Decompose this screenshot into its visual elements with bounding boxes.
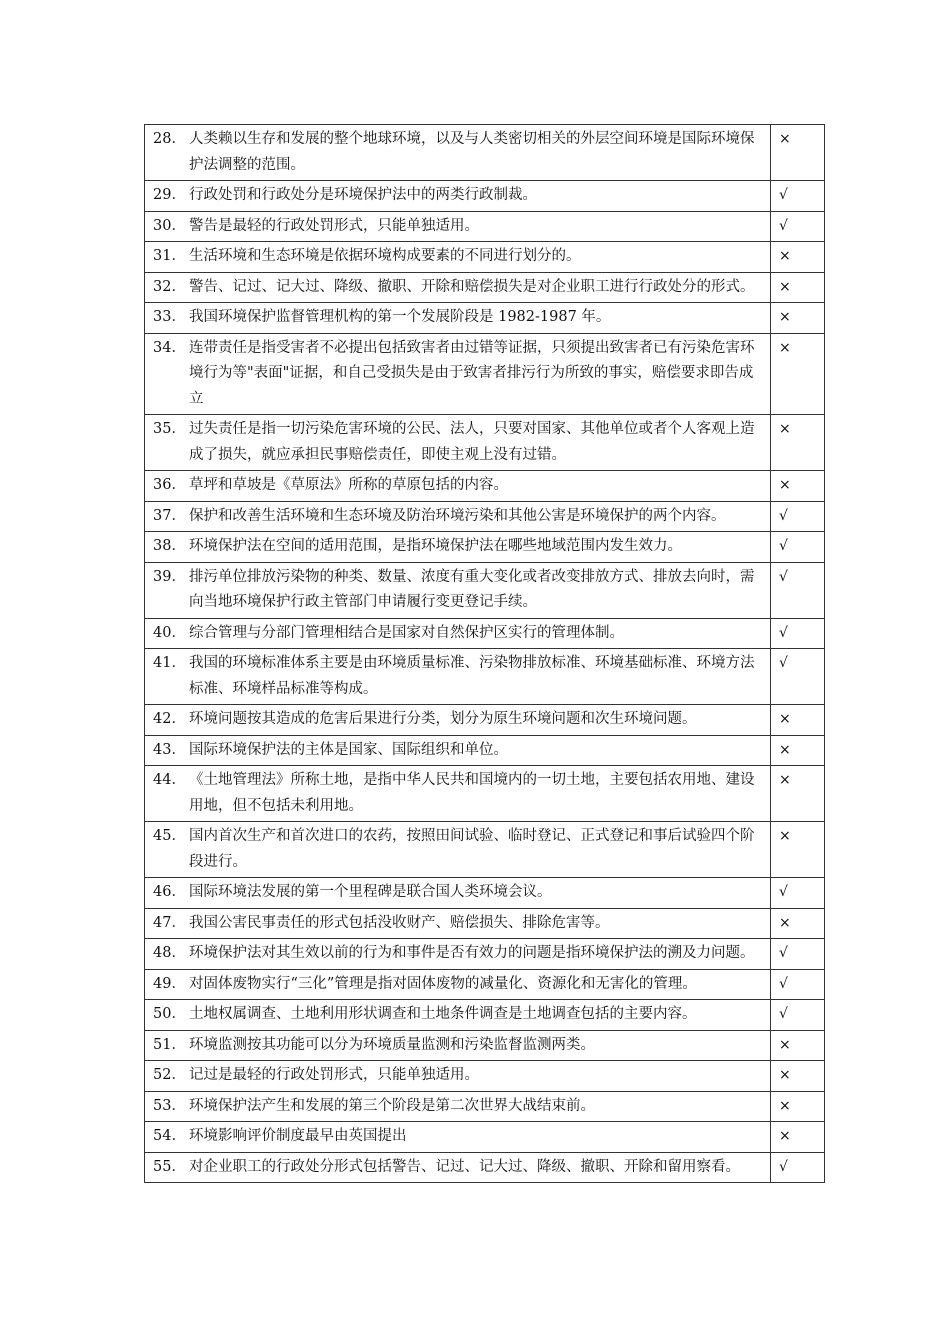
- question-number: 47．: [153, 914, 186, 931]
- answer-mark: ×: [771, 1030, 825, 1061]
- table-row: [145, 618, 825, 649]
- question-cell: [145, 969, 771, 1000]
- question-wrap: [153, 244, 762, 270]
- answer-mark: √: [771, 649, 825, 705]
- question-number: 37．: [153, 507, 186, 524]
- question-text: 保护和改善生活环境和生态环境及防治环境污染和其他公害是环境保护的两个内容。: [189, 507, 726, 524]
- table-row: [145, 1122, 825, 1153]
- question-number: 40．: [153, 624, 186, 641]
- question-cell: [145, 532, 771, 563]
- question-number: 44．: [153, 772, 186, 788]
- question-wrap: [153, 336, 762, 413]
- answer-mark: √: [771, 211, 825, 242]
- question-cell: [145, 1091, 771, 1122]
- question-text: 国际环境法发展的第一个里程碑是联合国人类环境会议。: [189, 884, 552, 900]
- answer-mark: ×: [771, 1122, 825, 1153]
- table-row: [145, 878, 825, 909]
- question-number: 28．: [153, 131, 186, 147]
- table-row: [145, 272, 825, 303]
- table-row: [145, 415, 825, 471]
- answer-mark: ×: [771, 766, 825, 822]
- question-cell: [145, 649, 771, 705]
- question-number: 30．: [153, 217, 186, 234]
- question-number: 32．: [153, 278, 186, 295]
- question-wrap: [153, 1124, 762, 1150]
- table-row: [145, 766, 825, 822]
- question-cell: [145, 1000, 771, 1031]
- question-text: 环境影响评价制度最早由英国提出: [189, 1128, 407, 1144]
- question-text: 对企业职工的行政处分形式包括警告、记过、记大过、降级、撤职、开除和留用察看。: [189, 1158, 740, 1175]
- question-number: 50．: [153, 1006, 186, 1022]
- table-row: [145, 822, 825, 878]
- answer-mark: ×: [771, 735, 825, 766]
- question-text: 国际环境保护法的主体是国家、国际组织和单位。: [189, 741, 508, 758]
- question-number: 51．: [153, 1036, 186, 1053]
- question-number: 39．: [153, 568, 186, 585]
- question-number: 36．: [153, 477, 186, 493]
- question-number: 43．: [153, 741, 186, 758]
- question-number: 55．: [153, 1158, 186, 1175]
- question-cell: [145, 501, 771, 532]
- answer-mark: ×: [771, 1091, 825, 1122]
- table-row: [145, 303, 825, 334]
- question-wrap: [153, 183, 762, 209]
- answer-mark: √: [771, 618, 825, 649]
- question-wrap: [153, 972, 762, 998]
- table-row: [145, 471, 825, 502]
- question-cell: [145, 878, 771, 909]
- table-row: [145, 125, 825, 181]
- question-text: 我国环境保护监督管理机构的第一个发展阶段是 1982-1987 年。: [189, 309, 611, 325]
- answer-mark: √: [771, 878, 825, 909]
- question-text: 国内首次生产和首次进口的农药，按照田间试验、临时登记、正式登记和事后试验四个阶段进行。: [189, 828, 755, 870]
- question-text: 人类赖以生存和发展的整个地球环境，以及与人类密切相关的外层空间环境是国际环境保护法调整的范围。: [189, 131, 755, 173]
- answer-mark: ×: [771, 303, 825, 334]
- question-wrap: [153, 738, 762, 764]
- answer-mark: ×: [771, 415, 825, 471]
- question-text: 环境保护法对其生效以前的行为和事件是否有效力的问题是指环境保护法的溯及力问题。: [189, 945, 755, 961]
- question-cell: [145, 822, 771, 878]
- table-row: [145, 649, 825, 705]
- question-text: 土地权属调查、土地利用形状调查和土地条件调查是土地调查包括的主要内容。: [189, 1006, 697, 1022]
- answer-mark: √: [771, 532, 825, 563]
- question-text: 草坪和草坡是《草原法》所称的草原包括的内容。: [189, 477, 508, 493]
- question-wrap: [153, 768, 762, 819]
- answer-mark: √: [771, 1152, 825, 1183]
- answer-mark: ×: [771, 471, 825, 502]
- question-cell: [145, 471, 771, 502]
- question-cell: [145, 125, 771, 181]
- question-cell: [145, 735, 771, 766]
- question-text: 警告、记过、记大过、降级、撤职、开除和赔偿损失是对企业职工进行行政处分的形式。: [189, 278, 755, 295]
- answer-mark: ×: [771, 908, 825, 939]
- table-row: [145, 1061, 825, 1092]
- question-cell: [145, 181, 771, 212]
- question-cell: [145, 766, 771, 822]
- answer-mark: ×: [771, 125, 825, 181]
- question-text: 综合管理与分部门管理相结合是国家对自然保护区实行的管理体制。: [189, 624, 624, 641]
- question-text: 环境监测按其功能可以分为环境质量监测和污染监督监测两类。: [189, 1036, 595, 1053]
- question-wrap: [153, 707, 762, 733]
- question-wrap: [153, 651, 762, 702]
- question-text: 环境保护法在空间的适用范围，是指环境保护法在哪些地域范围内发生效力。: [189, 538, 682, 554]
- question-cell: [145, 1152, 771, 1183]
- question-wrap: [153, 473, 762, 499]
- answer-mark: ×: [771, 333, 825, 415]
- table-row: [145, 211, 825, 242]
- question-number: 35．: [153, 421, 186, 437]
- table-row: [145, 1000, 825, 1031]
- question-cell: [145, 1030, 771, 1061]
- question-text: 过失责任是指一切污染危害环境的公民、法人，只要对国家、其他单位或者个人客观上造成了损失，就应承担民事赔偿责任，即使主观上没有过错。: [189, 421, 755, 463]
- question-number: 33．: [153, 309, 186, 325]
- table-row: [145, 969, 825, 1000]
- table-row: [145, 181, 825, 212]
- question-cell: [145, 705, 771, 736]
- answer-mark: √: [771, 969, 825, 1000]
- table-row: [145, 242, 825, 273]
- question-wrap: [153, 534, 762, 560]
- question-wrap: [153, 1094, 762, 1120]
- question-number: 49．: [153, 975, 186, 992]
- table-row: [145, 1091, 825, 1122]
- question-cell: [145, 1122, 771, 1153]
- table-row: [145, 501, 825, 532]
- question-text: 警告是最轻的行政处罚形式，只能单独适用。: [189, 217, 479, 234]
- question-number: 53．: [153, 1097, 186, 1114]
- question-wrap: [153, 1063, 762, 1089]
- question-wrap: [153, 941, 762, 967]
- question-number: 34．: [153, 339, 186, 356]
- question-cell: [145, 242, 771, 273]
- question-text: 对固体废物实行“三化”管理是指对固体废物的减量化、资源化和无害化的管理。: [189, 975, 697, 992]
- question-text: 生活环境和生态环境是依据环境构成要素的不同进行划分的。: [189, 248, 581, 264]
- question-wrap: [153, 880, 762, 906]
- question-number: 52．: [153, 1067, 186, 1083]
- question-cell: [145, 908, 771, 939]
- question-cell: [145, 303, 771, 334]
- question-wrap: [153, 127, 762, 178]
- question-wrap: [153, 417, 762, 468]
- question-wrap: [153, 1033, 762, 1059]
- question-number: 38．: [153, 538, 186, 554]
- question-cell: [145, 333, 771, 415]
- table-row: [145, 1030, 825, 1061]
- question-text: 环境问题按其造成的危害后果进行分类，划分为原生环境问题和次生环境问题。: [189, 711, 697, 727]
- answer-mark: ×: [771, 242, 825, 273]
- table-row: [145, 1152, 825, 1183]
- question-number: 54．: [153, 1128, 186, 1144]
- question-text: 行政处罚和行政处分是环境保护法中的两类行政制裁。: [189, 187, 537, 203]
- table-row: [145, 705, 825, 736]
- question-text: 记过是最轻的行政处罚形式，只能单独适用。: [189, 1067, 479, 1083]
- question-wrap: [153, 1002, 762, 1028]
- answer-mark: √: [771, 501, 825, 532]
- answer-mark: ×: [771, 822, 825, 878]
- table-row: [145, 333, 825, 415]
- question-cell: [145, 562, 771, 618]
- table-row: [145, 562, 825, 618]
- question-cell: [145, 211, 771, 242]
- question-cell: [145, 939, 771, 970]
- question-text: 排污单位排放污染物的种类、数量、浓度有重大变化或者改变排放方式、排放去向时，需向当地环境保护行政主管部门申请履行变更登记手续。: [189, 568, 755, 610]
- question-number: 42．: [153, 711, 186, 727]
- question-number: 31．: [153, 248, 186, 264]
- question-number: 45．: [153, 828, 186, 844]
- answer-mark: ×: [771, 1061, 825, 1092]
- question-text: 我国的环境标准体系主要是由环境质量标准、污染物排放标准、环境基础标准、环境方法标准、环境样品标准等构成。: [189, 655, 755, 697]
- answer-mark: ×: [771, 705, 825, 736]
- question-wrap: [153, 1155, 762, 1181]
- true-false-answer-table: [144, 124, 825, 1183]
- table-row: [145, 735, 825, 766]
- question-text: 连带责任是指受害者不必提出包括致害者由过错等证据，只须提出致害者已有污染危害环境行为等"表面"证据，和自己受损失是由于致害者排污行为所致的事实，赔偿要求即告成立: [189, 339, 755, 407]
- question-wrap: [153, 621, 762, 647]
- table-row: [145, 908, 825, 939]
- question-cell: [145, 618, 771, 649]
- question-cell: [145, 272, 771, 303]
- question-wrap: [153, 911, 762, 937]
- question-cell: [145, 415, 771, 471]
- question-number: 29．: [153, 187, 186, 203]
- answer-mark: √: [771, 1000, 825, 1031]
- answer-mark: √: [771, 562, 825, 618]
- question-cell: [145, 1061, 771, 1092]
- question-wrap: [153, 214, 762, 240]
- question-wrap: [153, 504, 762, 530]
- answer-mark: ×: [771, 272, 825, 303]
- question-number: 46．: [153, 884, 186, 900]
- table-body: [145, 125, 825, 1183]
- question-number: 41．: [153, 655, 186, 671]
- answer-mark: √: [771, 939, 825, 970]
- question-wrap: [153, 565, 762, 616]
- question-text: 环境保护法产生和发展的第三个阶段是第二次世界大战结束前。: [189, 1097, 595, 1114]
- question-text: 《土地管理法》所称土地，是指中华人民共和国境内的一切土地，主要包括农用地、建设用地，但不包括未利用地。: [189, 772, 755, 814]
- question-wrap: [153, 824, 762, 875]
- table-row: [145, 939, 825, 970]
- answer-mark: √: [771, 181, 825, 212]
- question-number: 48．: [153, 945, 186, 961]
- table-row: [145, 532, 825, 563]
- question-text: 我国公害民事责任的形式包括没收财产、赔偿损失、排除危害等。: [189, 914, 610, 931]
- question-wrap: [153, 275, 762, 301]
- question-wrap: [153, 305, 762, 331]
